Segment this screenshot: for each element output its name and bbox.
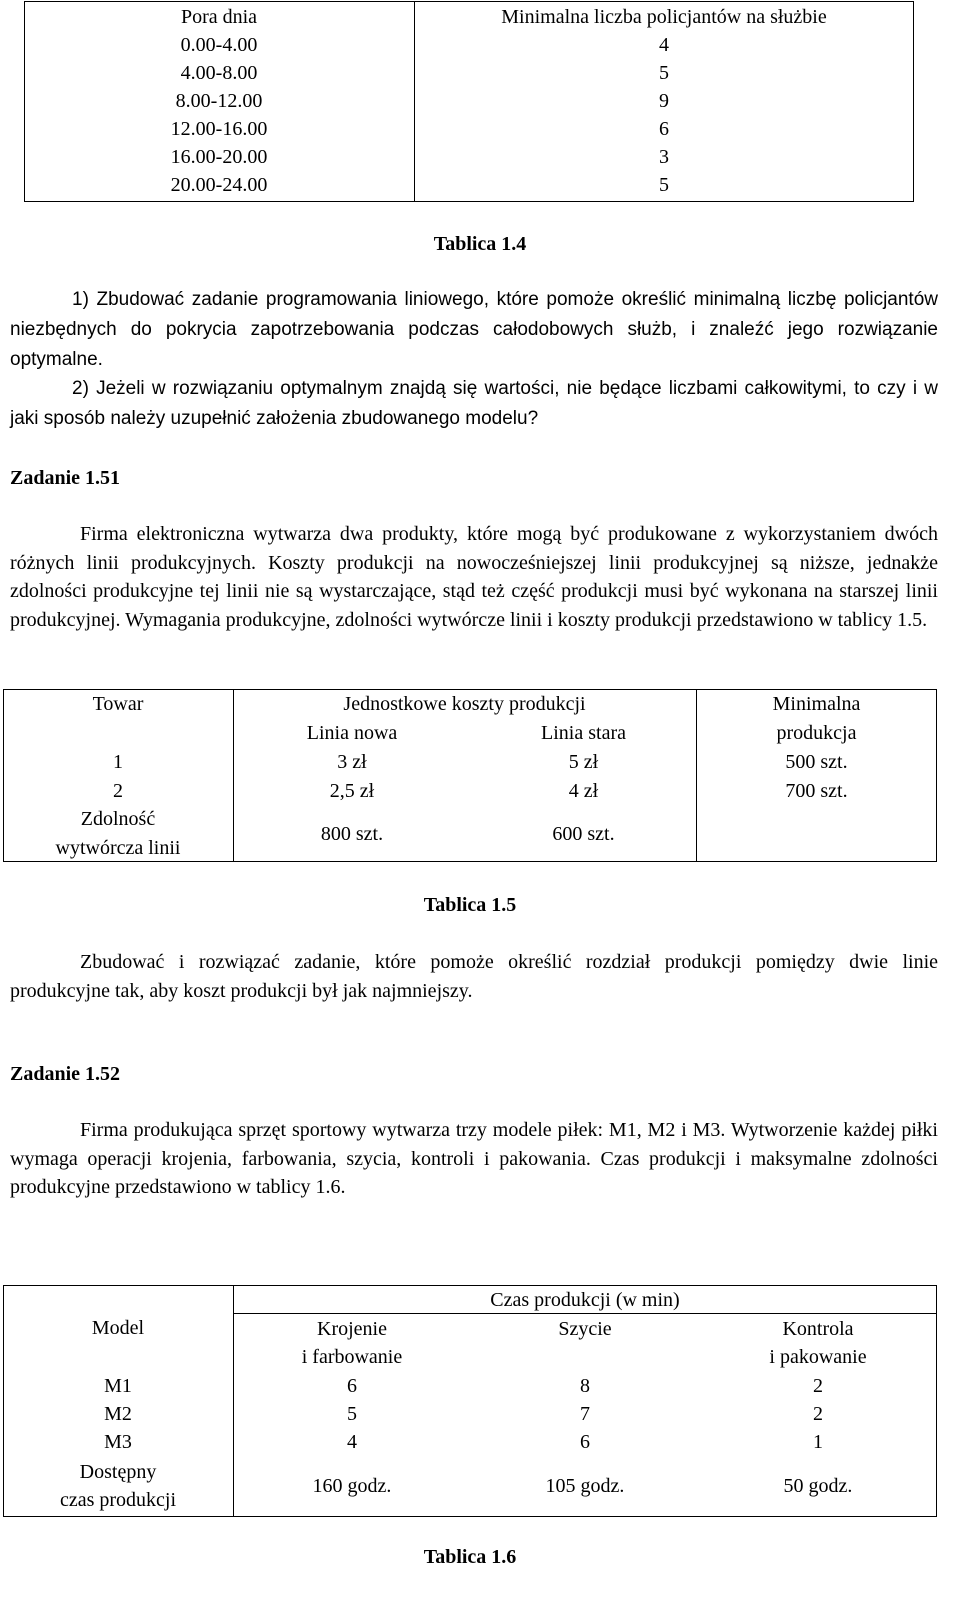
task-1-52-paragraph: Firma produkująca sprzęt sportowy wytwarza trzy modele piłek: M1, M2 i M3. Wytworzenie każdej piłki wymaga operacji krojenia, farbowania, szycia, kontroli i pakowania. Czas produkcji i maksymalne zdolności produkcyjne przedstawiono w tablicy 1.6. (10, 1119, 938, 1198)
table-row-new: 3 zł (337, 751, 367, 773)
table-row-cut: 4 (347, 1431, 357, 1453)
table-1-5-header-old: Linia stara (541, 722, 626, 744)
table-row-model: M1 (104, 1375, 132, 1397)
table-1-6-avail-cut: 160 godz. (312, 1475, 392, 1497)
table-row-cut: 6 (347, 1375, 357, 1397)
table-1-6-avail-label-2: czas produkcji (59, 1489, 177, 1511)
table-1-5-header-new: Linia nowa (306, 722, 398, 744)
table-row-sew: 6 (580, 1431, 590, 1453)
task-1-51-question: Zbudować i rozwiązać zadanie, które pomoże określić rozdział produkcji pomiędzy dwie linie produkcyjne tak, aby koszt produkcji był jak najmniejszy. (10, 951, 938, 1002)
table-row-product: 2 (113, 780, 123, 802)
task-1-51-heading: Zadanie 1.51 (10, 467, 121, 489)
table-row-time: 0.00-4.00 (180, 34, 258, 56)
table-1-6-avail-sew: 105 godz. (545, 1475, 625, 1497)
table-row-product: 1 (113, 751, 123, 773)
table-row-sew: 7 (580, 1403, 590, 1425)
table-row-count: 5 (659, 174, 669, 196)
table-1-5-capacity-label-2: wytwórcza linii (55, 837, 181, 859)
table-1-5-header-min-1: Minimalna (772, 693, 861, 715)
table-row-count: 5 (659, 62, 669, 84)
table-1-5-capacity-label-1: Zdolność (80, 808, 156, 830)
table-1-4-caption: Tablica 1.4 (433, 233, 527, 255)
table-1-6-header-model: Model (91, 1317, 145, 1339)
table-1-6-caption: Tablica 1.6 (423, 1546, 517, 1568)
table-1-5-header-min-2: produkcja (776, 722, 857, 744)
table-row-sew: 8 (580, 1375, 590, 1397)
table-row-time: 16.00-20.00 (170, 146, 268, 168)
table-row-min: 500 szt. (785, 751, 848, 773)
table-1-6-header-time: Czas produkcji (w min) (490, 1289, 680, 1311)
table-row-ctrl: 1 (813, 1431, 823, 1453)
table-row-new: 2,5 zł (329, 780, 375, 802)
table-1-6-header-ctrl-2: i pakowanie (769, 1346, 867, 1368)
table-1-6-header-cut-1: Krojenie (317, 1318, 387, 1340)
table-1-4-header-time: Pora dnia (180, 6, 258, 28)
table-row-time: 4.00-8.00 (180, 62, 258, 84)
task-1-52-heading: Zadanie 1.52 (10, 1063, 121, 1085)
table-row-count: 6 (659, 118, 669, 140)
table-row-cut: 5 (347, 1403, 357, 1425)
table-1-4-header-count: Minimalna liczba policjantów na służbie (501, 6, 827, 28)
table-1-5-capacity-new: 800 szt. (320, 823, 384, 845)
table-row-old: 5 zł (568, 751, 599, 773)
task-paragraph-2: 2) Jeżeli w rozwiązaniu optymalnym znajdą się wartości, nie będące liczbami całkowitymi, to czy i w jaki sposób należy uzupełnić założenia zbudowanego modelu? (10, 378, 938, 429)
table-row-model: M3 (104, 1431, 132, 1453)
table-row-ctrl: 2 (813, 1375, 823, 1397)
table-1-6-header-sew: Szycie (558, 1318, 612, 1340)
table-row-time: 8.00-12.00 (175, 90, 263, 112)
table-row-time: 20.00-24.00 (170, 174, 268, 196)
table-row-model: M2 (104, 1403, 132, 1425)
table-row-old: 4 zł (568, 780, 599, 802)
table-row-count: 3 (659, 146, 669, 168)
table-1-6-header-cut-2: i farbowanie (301, 1346, 403, 1368)
table-1-5-capacity-old: 600 szt. (552, 823, 615, 845)
task-paragraph-1: 1) Zbudować zadanie programowania liniowego, które pomoże określić minimalną liczbę policjantów niezbędnych do pokrycia zapotrzebowania podczas całodobowych służb, i znaleźć jego rozwiązanie optymalne. (10, 289, 938, 370)
table-row-count: 9 (659, 90, 669, 112)
table-row-min: 700 szt. (785, 780, 848, 802)
table-1-6-header-ctrl-1: Kontrola (782, 1318, 854, 1340)
table-1-5-caption: Tablica 1.5 (423, 894, 517, 916)
task-1-51-paragraph: Firma elektroniczna wytwarza dwa produkty, które mogą być produkowane z wykorzystaniem dwóch różnych linii produkcyjnych. Koszty produkcji na nowocześniejszej linii produkcyjnej są niższe, jednakże zdolności produkcyjne tej linii nie są wystarczające, stąd też część produkcji musi być wykonana na starszej linii produkcyjnej. Wymagania produkcyjne, zdolności wytwórcze linii i koszty produkcji przedstawiono w tablicy 1.5. (10, 523, 938, 631)
table-row-count: 4 (659, 34, 669, 56)
table-1-6-avail-label-1: Dostępny (79, 1461, 157, 1483)
table-1-6-avail-ctrl: 50 godz. (783, 1475, 853, 1497)
table-1-5-header-cost: Jednostkowe koszty produkcji (343, 693, 586, 715)
table-row-ctrl: 2 (813, 1403, 823, 1425)
table-1-5-header-product: Towar (92, 693, 144, 715)
table-row-time: 12.00-16.00 (170, 118, 268, 140)
